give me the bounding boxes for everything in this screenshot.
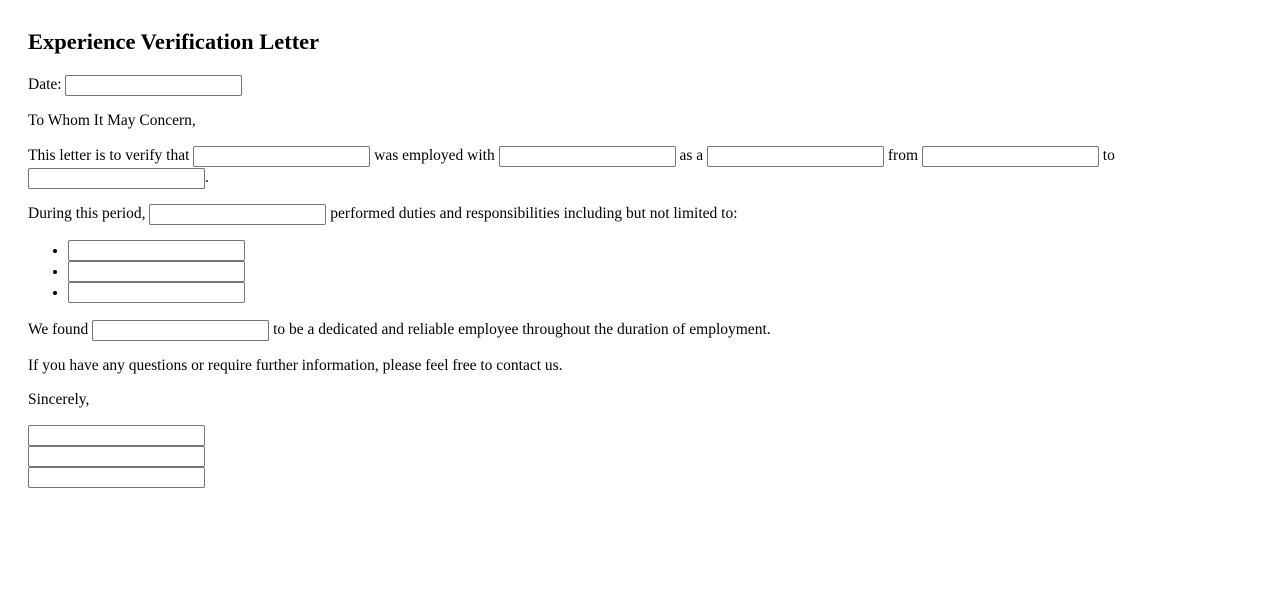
date-label: Date: [28,76,62,94]
duties-list [28,240,245,303]
duty-input-1[interactable] [68,240,245,261]
found-employee-input[interactable] [92,320,269,341]
period-prefix: During this period, [28,205,146,223]
found-row [28,320,771,341]
verify-row-continued [28,168,209,189]
verify-prefix: This letter is to verify that [28,147,190,165]
verify-to: to [1102,147,1115,165]
duty-input-2[interactable] [68,261,245,282]
signer-name-input[interactable] [28,425,205,446]
found-prefix: We found [28,321,89,339]
duty-input-3[interactable] [68,282,245,303]
verify-employed-with: was employed with [374,147,495,165]
found-suffix: to be a dedicated and reliable employee throughout the duration of employment. [273,321,771,339]
signer-title-input[interactable] [28,446,205,467]
closing-text: Sincerely, [28,391,90,408]
start-date-input[interactable] [922,146,1099,167]
period-row [28,204,738,225]
signature-block [28,425,205,488]
list-item [68,282,245,303]
list-item [68,261,245,282]
date-row [28,75,242,96]
salutation: To Whom It May Concern, [28,112,196,129]
verify-row [28,146,1115,167]
signer-company-input[interactable] [28,467,205,488]
date-input[interactable] [65,75,242,96]
contact-text: If you have any questions or require further information, please feel free to contact us. [28,357,563,374]
company-name-input[interactable] [499,146,676,167]
letter-title: Experience Verification Letter [28,29,320,54]
period-employee-input[interactable] [149,204,326,225]
verify-as-a: as a [679,147,704,165]
employee-name-input[interactable] [193,146,370,167]
verify-from: from [887,147,919,165]
end-date-input[interactable] [28,168,205,189]
position-input[interactable] [707,146,884,167]
period-suffix: performed duties and responsibilities including but not limited to: [330,205,738,223]
list-item [68,240,245,261]
verify-end: . [205,169,209,187]
